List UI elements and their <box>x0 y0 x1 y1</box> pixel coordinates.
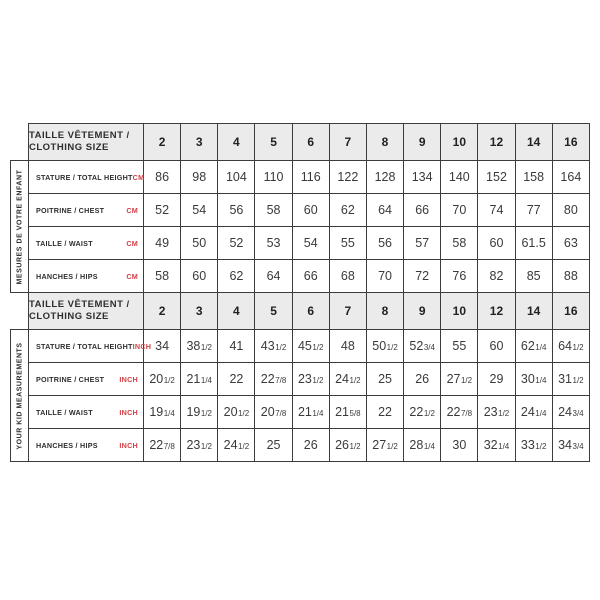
value-cell-inch-0-7: 48 <box>329 330 366 363</box>
value-cell-inch-1-3: 211/4 <box>181 363 218 396</box>
value-cell-cm-0-2: 86 <box>144 161 181 194</box>
value-cell-cm-2-12: 60 <box>478 227 515 260</box>
fraction-part: 7/8 <box>460 409 473 418</box>
unit-label-cm: CM <box>126 205 138 215</box>
value-cell-inch-1-14: 301/4 <box>515 363 552 396</box>
fraction-part: 1/4 <box>423 442 435 451</box>
value-cell-inch-2-4: 201/2 <box>218 396 255 429</box>
measure-row-cm-0 <box>29 161 590 194</box>
measure-row-inch-1 <box>29 363 590 396</box>
measure-label-cell <box>29 330 152 363</box>
value-cell-inch-3-16: 343/4 <box>552 429 589 462</box>
value-cell-cm-0-7: 122 <box>329 161 366 194</box>
value-cell-inch-2-7: 215/8 <box>329 396 366 429</box>
size-header-cell-cm-6: 6 <box>292 124 329 161</box>
value-cell-inch-3-8: 271/2 <box>366 429 403 462</box>
value-cell-cm-3-16: 88 <box>552 260 589 293</box>
value-cell-cm-0-10: 140 <box>441 161 478 194</box>
size-header-cell-cm-5: 5 <box>255 124 292 161</box>
value-cell-cm-2-4: 52 <box>218 227 255 260</box>
measure-label-cell <box>29 260 144 293</box>
value-cell-cm-1-6: 60 <box>292 194 329 227</box>
fraction-part: 1/2 <box>572 376 584 385</box>
value-cell-inch-0-12: 60 <box>478 330 515 363</box>
value-cell-cm-1-7: 62 <box>329 194 366 227</box>
value-cell-cm-1-2: 52 <box>144 194 181 227</box>
size-header-cell-cm-8: 8 <box>366 124 403 161</box>
value-cell-cm-2-3: 50 <box>181 227 218 260</box>
value-cell-inch-2-10: 227/8 <box>441 396 478 429</box>
size-header-title-line2: CLOTHING SIZE <box>29 311 109 322</box>
measure-label-inner <box>29 408 143 417</box>
value-cell-inch-1-12: 29 <box>478 363 515 396</box>
unit-label-cm: CM <box>132 172 145 182</box>
size-header-title-inch <box>29 293 144 330</box>
size-header-cell-inch-9: 9 <box>404 293 441 330</box>
measure-label-cell <box>29 227 144 260</box>
unit-label-inch: INCH <box>132 341 152 351</box>
fraction-part: 3/4 <box>572 442 584 451</box>
fraction-part: 1/2 <box>386 442 398 451</box>
measure-label-inner <box>29 239 143 248</box>
fraction-part: 3/4 <box>572 409 584 418</box>
measure-label-inner <box>29 341 152 351</box>
fraction-part: 1/2 <box>200 442 212 451</box>
size-header-cell-cm-16: 16 <box>552 124 589 161</box>
fraction-part: 1/4 <box>535 343 547 352</box>
measure-label: POITRINE / CHEST <box>36 374 105 384</box>
value-cell-inch-0-6: 451/2 <box>292 330 329 363</box>
measure-label: TAILLE / WAIST <box>36 238 93 248</box>
size-header-cell-inch-10: 10 <box>441 293 478 330</box>
value-cell-inch-3-3: 231/2 <box>181 429 218 462</box>
value-cell-cm-1-3: 54 <box>181 194 218 227</box>
measure-label-inner <box>29 206 143 215</box>
measure-label-cell <box>29 396 144 429</box>
unit-label-cm: CM <box>126 271 138 281</box>
measure-label: STATURE / TOTAL HEIGHT <box>36 172 133 182</box>
value-cell-cm-2-9: 57 <box>404 227 441 260</box>
value-cell-inch-3-12: 321/4 <box>478 429 515 462</box>
value-cell-inch-2-2: 191/4 <box>144 396 181 429</box>
fraction-part: 1/2 <box>200 409 212 418</box>
size-header-row-cm <box>29 124 590 161</box>
size-header-cell-inch-8: 8 <box>366 293 403 330</box>
size-header-cell-inch-3: 3 <box>181 293 218 330</box>
size-header-cell-inch-6: 6 <box>292 293 329 330</box>
value-cell-inch-3-14: 331/2 <box>515 429 552 462</box>
measure-label-cell <box>29 429 144 462</box>
value-cell-inch-3-4: 241/2 <box>218 429 255 462</box>
value-cell-cm-2-8: 56 <box>366 227 403 260</box>
size-header-cell-cm-4: 4 <box>218 124 255 161</box>
fraction-part: 1/2 <box>498 409 510 418</box>
value-cell-cm-1-16: 80 <box>552 194 589 227</box>
fraction-part: 1/4 <box>535 376 547 385</box>
value-cell-inch-0-2: 34 <box>144 330 181 363</box>
value-cell-inch-1-7: 241/2 <box>329 363 366 396</box>
value-cell-inch-3-9: 281/4 <box>404 429 441 462</box>
value-cell-cm-0-8: 128 <box>366 161 403 194</box>
value-cell-cm-3-7: 68 <box>329 260 366 293</box>
value-cell-inch-0-4: 41 <box>218 330 255 363</box>
value-cell-cm-1-9: 66 <box>404 194 441 227</box>
fraction-part: 1/2 <box>312 376 324 385</box>
value-cell-inch-0-9: 523/4 <box>404 330 441 363</box>
side-caption-inch-box <box>10 329 29 462</box>
size-header-cell-inch-2: 2 <box>144 293 181 330</box>
unit-label-inch: INCH <box>119 407 138 417</box>
measure-label-cell <box>29 363 144 396</box>
value-cell-inch-3-10: 30 <box>441 429 478 462</box>
value-cell-cm-0-4: 104 <box>218 161 255 194</box>
value-cell-cm-1-8: 64 <box>366 194 403 227</box>
unit-label-inch: INCH <box>119 440 138 450</box>
value-cell-inch-0-10: 55 <box>441 330 478 363</box>
size-header-cell-cm-9: 9 <box>404 124 441 161</box>
fraction-part: 7/8 <box>163 442 175 451</box>
value-cell-cm-2-5: 53 <box>255 227 292 260</box>
value-cell-inch-2-8: 22 <box>366 396 403 429</box>
size-header-cell-cm-14: 14 <box>515 124 552 161</box>
size-header-title-line2: CLOTHING SIZE <box>29 142 109 153</box>
fraction-part: 1/4 <box>163 409 175 418</box>
value-cell-cm-0-9: 134 <box>404 161 441 194</box>
unit-label-cm: CM <box>126 238 138 248</box>
value-cell-inch-1-2: 201/2 <box>144 363 181 396</box>
size-header-cell-inch-7: 7 <box>329 293 366 330</box>
value-cell-cm-1-14: 77 <box>515 194 552 227</box>
value-cell-cm-0-3: 98 <box>181 161 218 194</box>
fraction-part: 1/2 <box>349 442 361 451</box>
value-cell-inch-3-7: 261/2 <box>329 429 366 462</box>
fraction-part: 1/2 <box>238 409 250 418</box>
value-cell-inch-1-9: 26 <box>404 363 441 396</box>
value-cell-cm-0-16: 164 <box>552 161 589 194</box>
value-cell-cm-2-7: 55 <box>329 227 366 260</box>
measure-row-inch-0 <box>29 330 590 363</box>
value-cell-inch-3-5: 25 <box>255 429 292 462</box>
value-cell-inch-0-8: 501/2 <box>366 330 403 363</box>
measure-row-cm-2 <box>29 227 590 260</box>
value-cell-cm-3-5: 64 <box>255 260 292 293</box>
value-cell-cm-1-10: 70 <box>441 194 478 227</box>
size-header-cell-inch-4: 4 <box>218 293 255 330</box>
value-cell-inch-2-3: 191/2 <box>181 396 218 429</box>
value-cell-inch-2-14: 241/4 <box>515 396 552 429</box>
measure-label: POITRINE / CHEST <box>36 205 105 215</box>
measure-label: TAILLE / WAIST <box>36 407 93 417</box>
measure-label-cell <box>29 161 144 194</box>
measure-row-cm-1 <box>29 194 590 227</box>
value-cell-cm-2-2: 49 <box>144 227 181 260</box>
fraction-part: 1/4 <box>200 376 212 385</box>
size-header-cell-cm-10: 10 <box>441 124 478 161</box>
value-cell-inch-0-16: 641/2 <box>552 330 589 363</box>
value-cell-inch-2-12: 231/2 <box>478 396 515 429</box>
value-cell-cm-0-6: 116 <box>292 161 329 194</box>
fraction-part: 7/8 <box>275 376 287 385</box>
value-cell-inch-1-4: 22 <box>218 363 255 396</box>
measure-label: HANCHES / HIPS <box>36 271 98 281</box>
measure-label-inner <box>29 441 143 450</box>
fraction-part: 1/2 <box>312 343 324 352</box>
measure-label-inner <box>29 375 143 384</box>
value-cell-cm-1-12: 74 <box>478 194 515 227</box>
fraction-part: 1/2 <box>349 376 361 385</box>
value-cell-cm-2-6: 54 <box>292 227 329 260</box>
measure-row-inch-2 <box>29 396 590 429</box>
fraction-part: 1/2 <box>572 343 584 352</box>
fraction-part: 1/2 <box>200 343 212 352</box>
fraction-part: 1/2 <box>386 343 398 352</box>
value-cell-inch-2-5: 207/8 <box>255 396 292 429</box>
value-cell-cm-3-6: 66 <box>292 260 329 293</box>
measure-label-cell <box>29 194 144 227</box>
size-header-cell-cm-7: 7 <box>329 124 366 161</box>
measure-label: HANCHES / HIPS <box>36 440 98 450</box>
size-header-title-line1: TAILLE VÊTEMENT / <box>29 129 130 141</box>
value-cell-inch-2-9: 221/2 <box>404 396 441 429</box>
value-cell-inch-3-6: 26 <box>292 429 329 462</box>
value-cell-inch-0-3: 381/2 <box>181 330 218 363</box>
size-header-cell-inch-16: 16 <box>552 293 589 330</box>
size-header-cell-inch-14: 14 <box>515 293 552 330</box>
value-cell-cm-3-12: 82 <box>478 260 515 293</box>
value-cell-cm-0-14: 158 <box>515 161 552 194</box>
size-header-title-cm <box>29 124 144 161</box>
size-header-row-inch <box>29 293 590 330</box>
size-header-cell-inch-12: 12 <box>478 293 515 330</box>
fraction-part: 1/4 <box>535 409 547 418</box>
value-cell-cm-3-2: 58 <box>144 260 181 293</box>
value-cell-cm-3-14: 85 <box>515 260 552 293</box>
fraction-part: 1/4 <box>498 442 510 451</box>
size-chart-body <box>29 124 590 462</box>
value-cell-cm-3-4: 62 <box>218 260 255 293</box>
side-caption-inch: YOUR KID MEASUREMENTS <box>16 341 23 450</box>
value-cell-inch-1-5: 227/8 <box>255 363 292 396</box>
fraction-part: 1/2 <box>535 442 547 451</box>
value-cell-inch-0-14: 621/4 <box>515 330 552 363</box>
fraction-part: 1/2 <box>275 343 287 352</box>
fraction-part: 1/4 <box>312 409 324 418</box>
fraction-part: 7/8 <box>275 409 287 418</box>
value-cell-inch-1-8: 25 <box>366 363 403 396</box>
value-cell-inch-1-16: 311/2 <box>552 363 589 396</box>
value-cell-cm-2-16: 63 <box>552 227 589 260</box>
value-cell-cm-2-10: 58 <box>441 227 478 260</box>
fraction-part: 1/2 <box>238 442 250 451</box>
measure-label-inner <box>29 173 143 182</box>
value-cell-cm-1-4: 56 <box>218 194 255 227</box>
size-chart-table <box>28 123 590 462</box>
measure-label-inner <box>29 272 143 281</box>
value-cell-cm-0-12: 152 <box>478 161 515 194</box>
fraction-part: 3/4 <box>423 343 435 352</box>
value-cell-inch-2-6: 211/4 <box>292 396 329 429</box>
value-cell-cm-3-8: 70 <box>366 260 403 293</box>
value-cell-cm-3-3: 60 <box>181 260 218 293</box>
fraction-part: 1/2 <box>163 376 175 385</box>
size-header-title-line1: TAILLE VÊTEMENT / <box>29 298 130 310</box>
measure-label: STATURE / TOTAL HEIGHT <box>36 341 133 351</box>
value-cell-cm-2-14: 61.5 <box>515 227 552 260</box>
value-cell-cm-1-5: 58 <box>255 194 292 227</box>
value-cell-cm-3-9: 72 <box>404 260 441 293</box>
value-cell-inch-1-6: 231/2 <box>292 363 329 396</box>
value-cell-inch-0-5: 431/2 <box>255 330 292 363</box>
value-cell-inch-1-10: 271/2 <box>441 363 478 396</box>
measure-row-inch-3 <box>29 429 590 462</box>
measure-row-cm-3 <box>29 260 590 293</box>
value-cell-inch-2-16: 243/4 <box>552 396 589 429</box>
size-header-cell-cm-3: 3 <box>181 124 218 161</box>
fraction-part: 1/2 <box>423 409 435 418</box>
unit-label-inch: INCH <box>119 374 138 384</box>
fraction-part: 1/2 <box>460 376 473 385</box>
value-cell-inch-3-2: 227/8 <box>144 429 181 462</box>
size-header-cell-inch-5: 5 <box>255 293 292 330</box>
side-caption-cm-box <box>10 160 29 293</box>
value-cell-cm-0-5: 110 <box>255 161 292 194</box>
size-header-cell-cm-12: 12 <box>478 124 515 161</box>
fraction-part: 5/8 <box>349 409 361 418</box>
value-cell-cm-3-10: 76 <box>441 260 478 293</box>
size-header-cell-cm-2: 2 <box>144 124 181 161</box>
side-caption-cm: MESURES DE VOTRE ENFANT <box>16 169 23 284</box>
